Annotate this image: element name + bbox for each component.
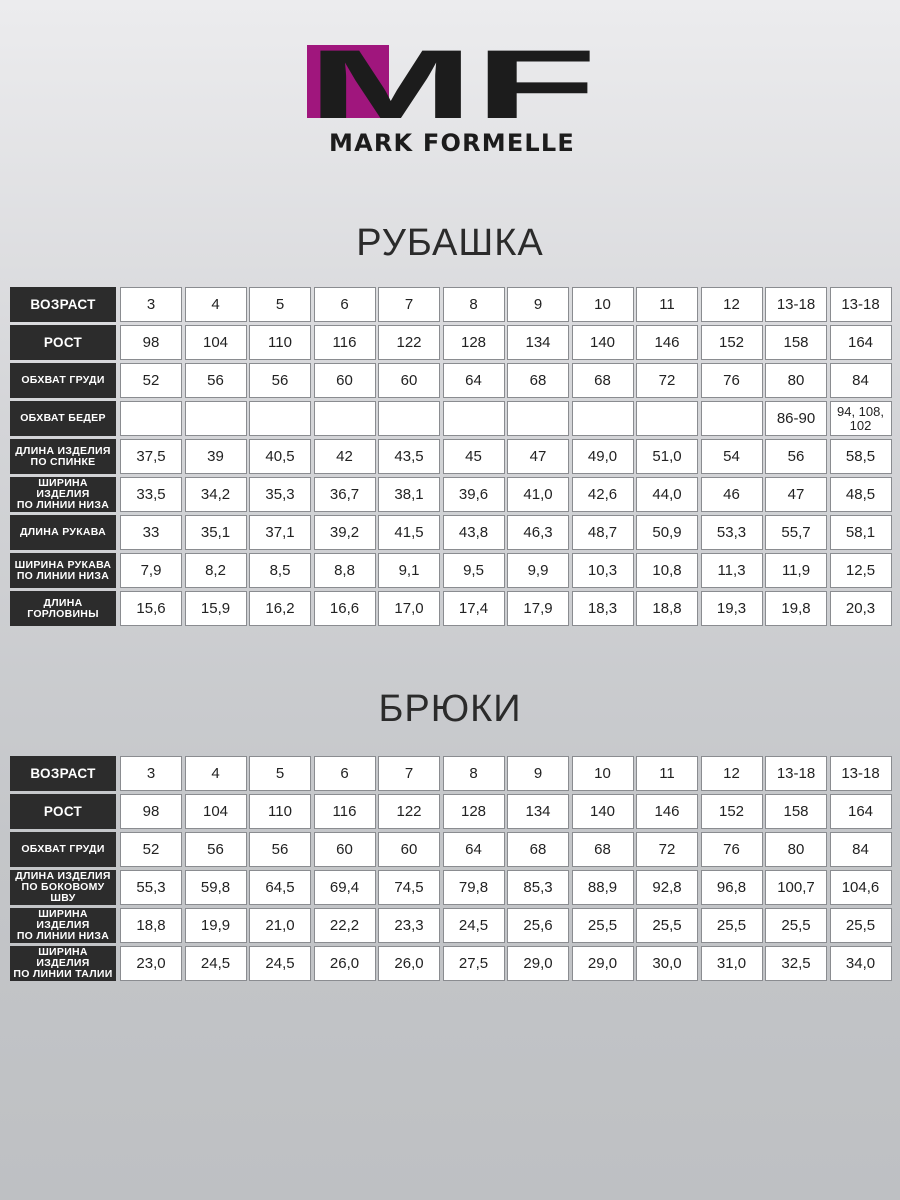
table-cell: 26,0 [314,946,376,981]
table-cell: 39,2 [314,515,376,550]
table-cell: 55,7 [765,515,827,550]
table-cell: 98 [120,794,182,829]
table-cell: 72 [636,832,698,867]
table-cell: 34,2 [185,477,247,512]
table-cell: 19,3 [701,591,763,626]
table-cell: 68 [507,363,569,398]
table-cell: 10,3 [572,553,634,588]
table-cell: 31,0 [701,946,763,981]
table-cell: 68 [572,832,634,867]
table-cell: 104 [185,794,247,829]
table-cell: 15,6 [120,591,182,626]
table-cell: 7 [378,756,440,791]
row-label: ВОЗРАСТ [10,756,116,791]
table-cell: 122 [378,325,440,360]
logo-wordmark: MARK FORMELLE [328,129,576,157]
row-label: ДЛИНА РУКАВА [10,515,116,550]
table-cell: 116 [314,794,376,829]
table-cell: 76 [701,832,763,867]
table-cell: 48,5 [830,477,892,512]
table-cell [572,401,634,436]
table-cell: 56 [249,363,311,398]
table-cell: 56 [185,832,247,867]
table-cell: 60 [314,363,376,398]
table-cell: 60 [314,832,376,867]
table-cell: 80 [765,363,827,398]
table-cell: 43,8 [443,515,505,550]
table-cell: 146 [636,794,698,829]
table-cell: 88,9 [572,870,634,905]
table-cell: 37,1 [249,515,311,550]
row-label: РОСТ [10,794,116,829]
table-cell: 98 [120,325,182,360]
table-cell: 12 [701,756,763,791]
table-cell: 17,9 [507,591,569,626]
table-cell [314,401,376,436]
table-cell [443,401,505,436]
table-cell: 9,1 [378,553,440,588]
table-cell: 25,5 [765,908,827,943]
table-cell: 9,5 [443,553,505,588]
table-cell: 59,8 [185,870,247,905]
table-cell: 100,7 [765,870,827,905]
table-cell: 128 [443,794,505,829]
table-cell: 29,0 [572,946,634,981]
table-cell: 11,9 [765,553,827,588]
table-cell: 36,7 [314,477,376,512]
table-cell: 13-18 [830,287,892,322]
table-cell: 12 [701,287,763,322]
svg-text:MF: MF [307,45,597,125]
table-cell: 26,0 [378,946,440,981]
section-title: РУБАШКА [356,222,544,264]
table-cell: 56 [249,832,311,867]
table-cell: 58,5 [830,439,892,474]
table-cell: 8 [443,287,505,322]
table-cell: 15,9 [185,591,247,626]
table-cell: 18,3 [572,591,634,626]
table-cell: 7,9 [120,553,182,588]
table-cell: 38,1 [378,477,440,512]
table-cell [378,401,440,436]
table-cell: 64 [443,832,505,867]
table-cell: 13-18 [765,287,827,322]
table-cell: 134 [507,794,569,829]
table-cell: 8,2 [185,553,247,588]
table-cell: 84 [830,832,892,867]
table-cell: 140 [572,325,634,360]
table-cell: 5 [249,756,311,791]
table-cell: 8,8 [314,553,376,588]
table-cell: 24,5 [185,946,247,981]
table-cell: 94, 108, 102 [830,401,892,436]
table-cell: 4 [185,756,247,791]
table-cell: 72 [636,363,698,398]
table-cell: 42,6 [572,477,634,512]
row-label: ШИРИНА ИЗДЕЛИЯ ПО ЛИНИИ НИЗА [10,908,116,943]
table-cell: 74,5 [378,870,440,905]
table-cell: 13-18 [765,756,827,791]
table-cell: 68 [572,363,634,398]
table-cell: 7 [378,287,440,322]
table-cell: 68 [507,832,569,867]
table-cell: 17,4 [443,591,505,626]
table-cell: 16,6 [314,591,376,626]
table-cell: 11,3 [701,553,763,588]
table-cell: 60 [378,832,440,867]
table-cell: 92,8 [636,870,698,905]
table-cell: 116 [314,325,376,360]
table-cell: 29,0 [507,946,569,981]
table-cell [507,401,569,436]
table-cell: 24,5 [443,908,505,943]
table-cell: 49,0 [572,439,634,474]
table-cell: 52 [120,363,182,398]
table-cell: 18,8 [636,591,698,626]
row-label: ОБХВАТ ГРУДИ [10,363,116,398]
table-cell: 56 [185,363,247,398]
table-cell: 12,5 [830,553,892,588]
table-cell: 164 [830,794,892,829]
row-label: ДЛИНА ГОРЛОВИНЫ [10,591,116,626]
table-cell: 47 [765,477,827,512]
table-cell: 30,0 [636,946,698,981]
table-cell: 40,5 [249,439,311,474]
table-cell: 86-90 [765,401,827,436]
table-cell: 69,4 [314,870,376,905]
table-cell: 8,5 [249,553,311,588]
table-cell: 41,5 [378,515,440,550]
table-cell: 6 [314,287,376,322]
table-cell: 22,2 [314,908,376,943]
table-cell: 64 [443,363,505,398]
table-cell: 27,5 [443,946,505,981]
table-cell: 42 [314,439,376,474]
table-cell: 54 [701,439,763,474]
table-cell: 43,5 [378,439,440,474]
table-cell: 24,5 [249,946,311,981]
table-cell: 64,5 [249,870,311,905]
table-cell: 60 [378,363,440,398]
table-cell: 25,6 [507,908,569,943]
row-label: ВОЗРАСТ [10,287,116,322]
table-cell: 37,5 [120,439,182,474]
table-cell: 152 [701,794,763,829]
table-cell: 164 [830,325,892,360]
table-cell: 44,0 [636,477,698,512]
table-cell: 80 [765,832,827,867]
table-cell: 158 [765,794,827,829]
table-cell [185,401,247,436]
table-cell: 8 [443,756,505,791]
table-cell: 32,5 [765,946,827,981]
table-cell: 4 [185,287,247,322]
table-cell: 21,0 [249,908,311,943]
table-cell: 58,1 [830,515,892,550]
table-cell: 55,3 [120,870,182,905]
table-cell: 110 [249,325,311,360]
table-cell [636,401,698,436]
table-cell: 85,3 [507,870,569,905]
table-cell: 25,5 [830,908,892,943]
table-cell: 23,3 [378,908,440,943]
table-cell: 18,8 [120,908,182,943]
table-cell: 96,8 [701,870,763,905]
table-cell: 13-18 [830,756,892,791]
table-cell: 6 [314,756,376,791]
table-cell [249,401,311,436]
table-cell: 152 [701,325,763,360]
table-cell: 128 [443,325,505,360]
table-cell: 104,6 [830,870,892,905]
table-cell: 50,9 [636,515,698,550]
table-cell: 19,9 [185,908,247,943]
table-cell: 33 [120,515,182,550]
row-label: ШИРИНА ИЗДЕЛИЯ ПО ЛИНИИ НИЗА [10,477,116,512]
table-cell: 158 [765,325,827,360]
row-label: ОБХВАТ БЕДЕР [10,401,116,436]
table-cell: 84 [830,363,892,398]
table-cell: 39,6 [443,477,505,512]
table-cell: 47 [507,439,569,474]
row-label: ДЛИНА ИЗДЕЛИЯ ПО БОКОВОМУ ШВУ [10,870,116,905]
table-cell: 9 [507,756,569,791]
table-cell: 23,0 [120,946,182,981]
table-cell: 35,1 [185,515,247,550]
table-cell: 25,5 [701,908,763,943]
row-label: ШИРИНА РУКАВА ПО ЛИНИИ НИЗА [10,553,116,588]
table-cell: 25,5 [636,908,698,943]
table-cell: 41,0 [507,477,569,512]
table-cell: 35,3 [249,477,311,512]
table-cell: 5 [249,287,311,322]
table-cell [120,401,182,436]
table-cell: 33,5 [120,477,182,512]
table-cell: 34,0 [830,946,892,981]
table-cell: 53,3 [701,515,763,550]
table-cell: 25,5 [572,908,634,943]
row-label: ОБХВАТ ГРУДИ [10,832,116,867]
row-label: РОСТ [10,325,116,360]
table-cell: 122 [378,794,440,829]
table-cell: 3 [120,756,182,791]
table-cell: 104 [185,325,247,360]
table-cell [701,401,763,436]
logo-letters [307,45,597,125]
table-cell: 134 [507,325,569,360]
table-cell: 52 [120,832,182,867]
table-cell: 19,8 [765,591,827,626]
table-cell: 10 [572,756,634,791]
table-cell: 110 [249,794,311,829]
table-cell: 48,7 [572,515,634,550]
table-cell: 20,3 [830,591,892,626]
table-cell: 3 [120,287,182,322]
table-cell: 56 [765,439,827,474]
table-cell: 146 [636,325,698,360]
table-cell: 79,8 [443,870,505,905]
table-cell: 16,2 [249,591,311,626]
table-cell: 46 [701,477,763,512]
table-cell: 17,0 [378,591,440,626]
table-cell: 11 [636,287,698,322]
table-cell: 10,8 [636,553,698,588]
table-cell: 46,3 [507,515,569,550]
section-title: БРЮКИ [378,688,522,730]
table-cell: 9,9 [507,553,569,588]
table-cell: 39 [185,439,247,474]
table-cell: 10 [572,287,634,322]
table-cell: 45 [443,439,505,474]
row-label: ШИРИНА ИЗДЕЛИЯ ПО ЛИНИИ ТАЛИИ [10,946,116,981]
table-cell: 76 [701,363,763,398]
table-cell: 11 [636,756,698,791]
row-label: ДЛИНА ИЗДЕЛИЯ ПО СПИНКЕ [10,439,116,474]
table-cell: 51,0 [636,439,698,474]
brand-logo [307,45,597,161]
table-cell: 9 [507,287,569,322]
table-cell: 140 [572,794,634,829]
